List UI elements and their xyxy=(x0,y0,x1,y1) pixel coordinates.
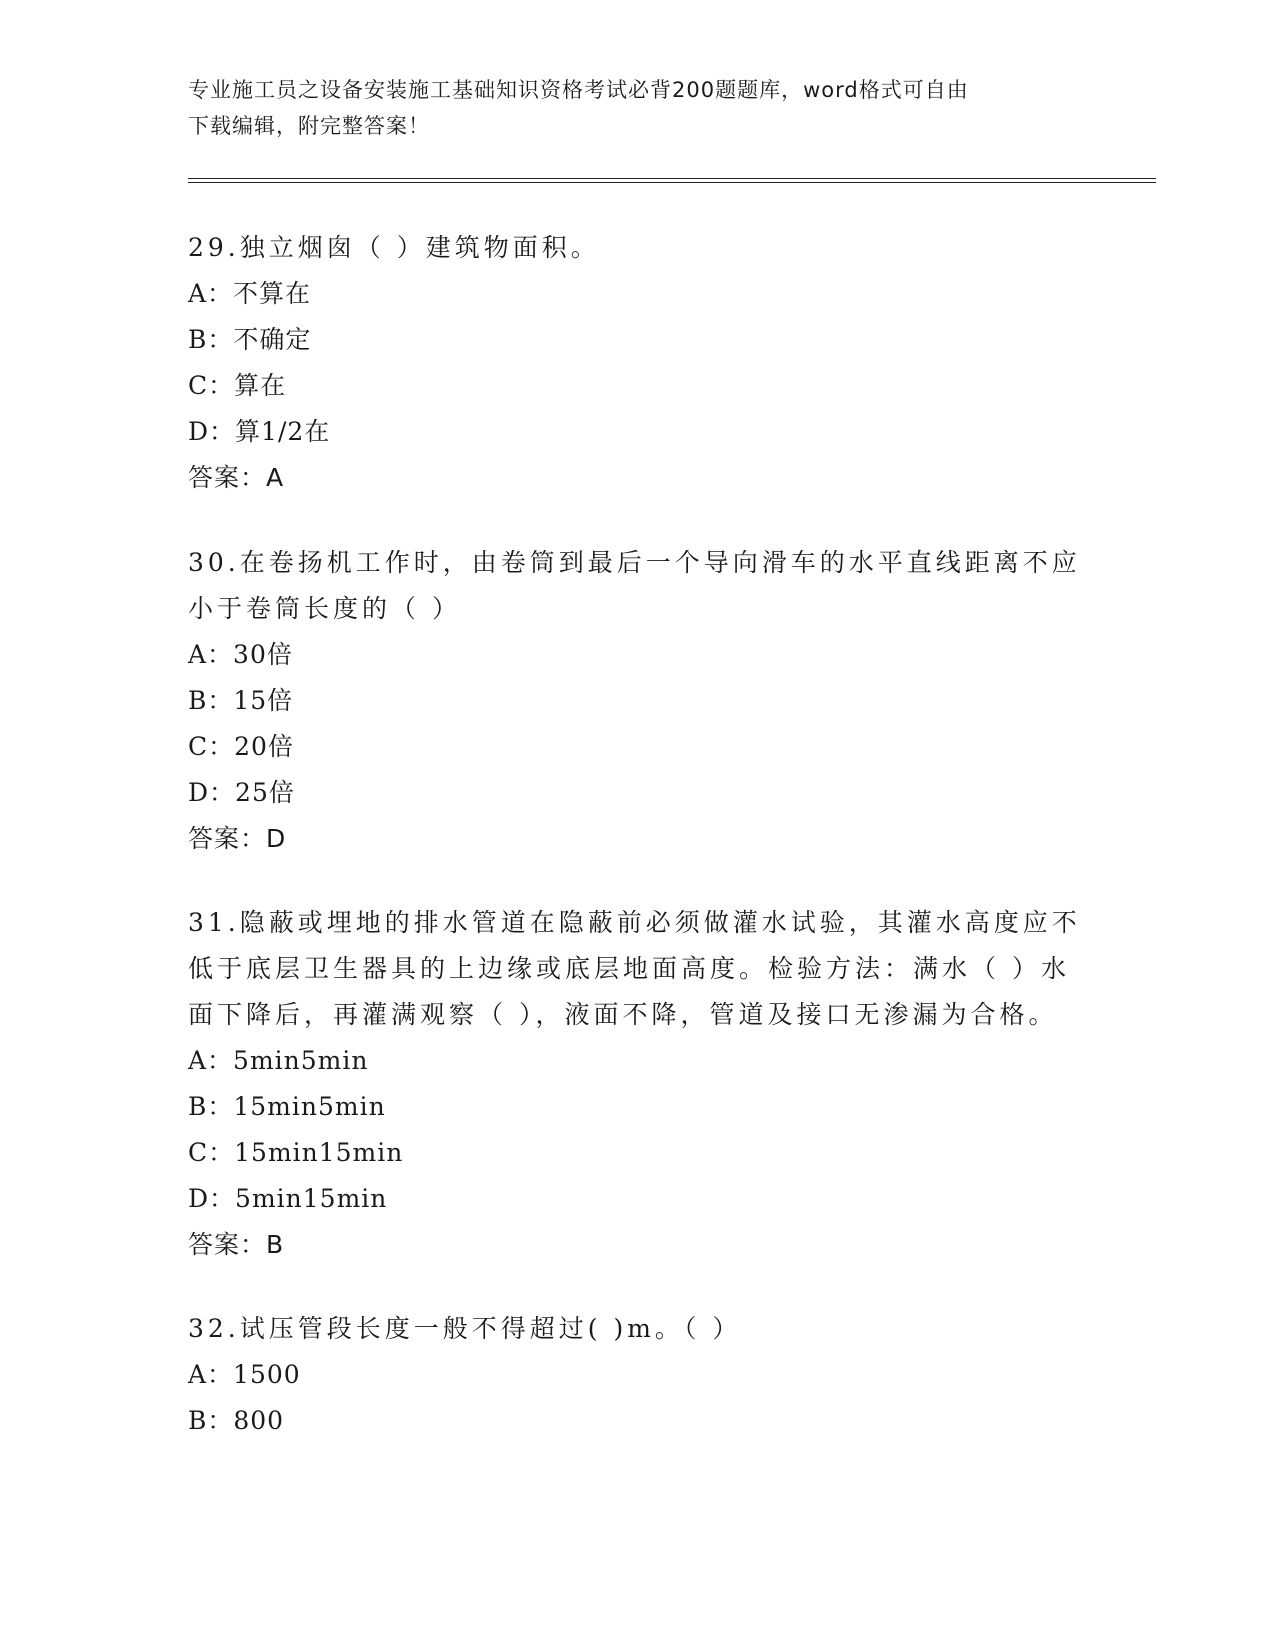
header-divider xyxy=(188,178,1156,183)
option-a: A：不算在 xyxy=(188,279,312,308)
option-d: D：算1/2在 xyxy=(188,417,331,446)
option-b: B：不确定 xyxy=(188,325,312,354)
question-stem-line-1: 31.隐蔽或埋地的排水管道在隐蔽前必须做灌水试验，其灌水高度应不 xyxy=(188,908,1081,937)
option-b: B：15min5min xyxy=(188,1092,386,1121)
header-line-1: 专业施工员之设备安装施工基础知识资格考试必背200题题库，word格式可自由 xyxy=(188,78,969,102)
question-29 xyxy=(188,225,1088,501)
question-stem: 29.独立烟囱（ ）建筑物面积。 xyxy=(188,233,600,262)
option-c: C：算在 xyxy=(188,371,287,400)
question-31 xyxy=(188,900,1088,1268)
option-d: D：5min15min xyxy=(188,1184,388,1213)
answer: 答案：A xyxy=(188,463,285,492)
option-a: A：30倍 xyxy=(188,640,293,669)
answer: 答案：B xyxy=(188,1230,285,1259)
option-c: C：15min15min xyxy=(188,1138,404,1167)
option-b: B：800 xyxy=(188,1406,285,1435)
header-line-2: 下载编辑，附完整答案！ xyxy=(188,114,430,138)
document-header xyxy=(188,72,1088,144)
question-30 xyxy=(188,540,1088,862)
option-b: B：15倍 xyxy=(188,686,294,715)
question-stem-line-2: 低于底层卫生器具的上边缘或底层地面高度。检验方法：满水（ ）水 xyxy=(188,954,1070,983)
option-a: A：5min5min xyxy=(188,1046,369,1075)
question-stem: 32.试压管段长度一般不得超过( )m。（ ） xyxy=(188,1314,742,1343)
option-c: C：20倍 xyxy=(188,732,294,761)
question-stem-line-3: 面下降后，再灌满观察（ ），液面不降，管道及接口无渗漏为合格。 xyxy=(188,1000,1058,1029)
answer: 答案：D xyxy=(188,824,287,853)
question-32 xyxy=(188,1306,1088,1444)
question-stem-line-2: 小于卷筒长度的（ ） xyxy=(188,594,461,623)
question-stem-line-1: 30.在卷扬机工作时，由卷筒到最后一个导向滑车的水平直线距离不应 xyxy=(188,548,1081,577)
option-d: D：25倍 xyxy=(188,778,295,807)
option-a: A：1500 xyxy=(188,1360,301,1389)
